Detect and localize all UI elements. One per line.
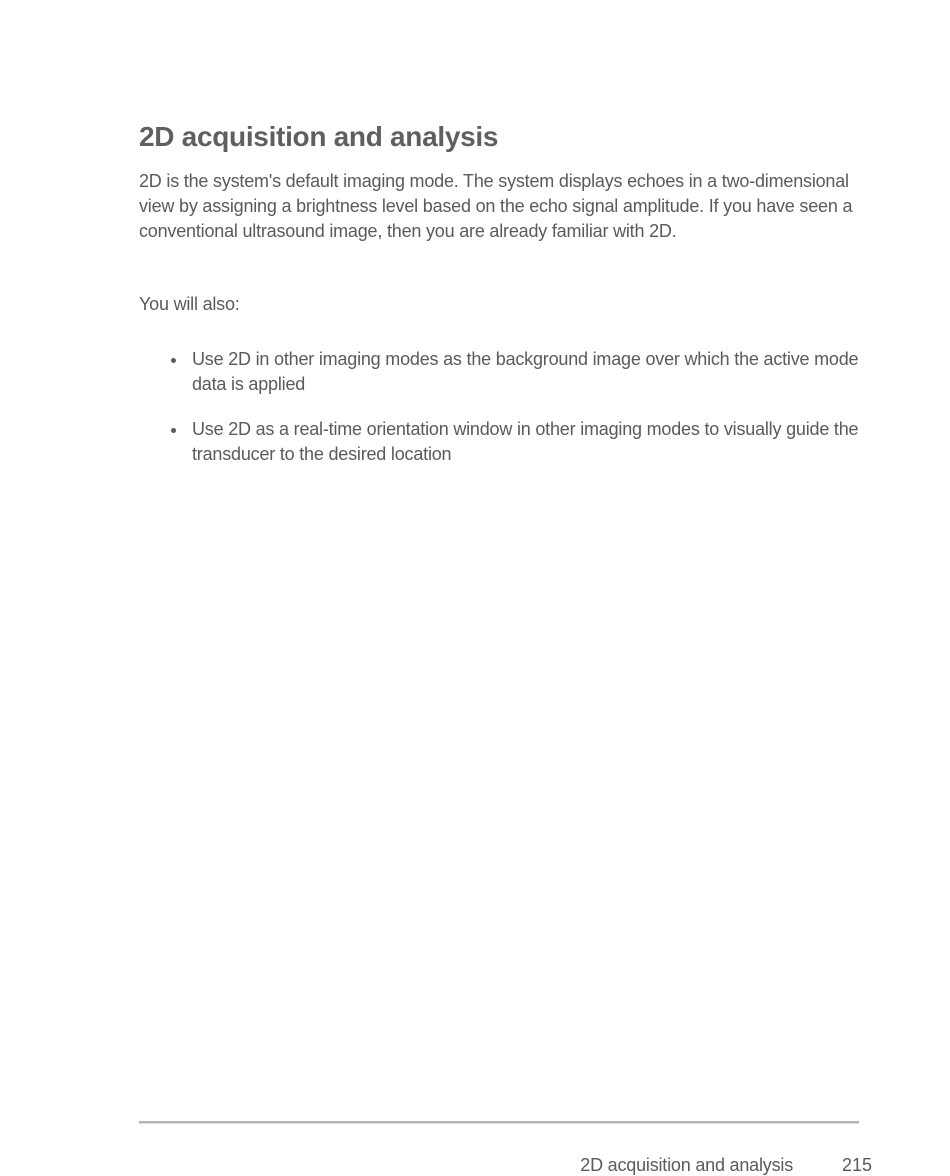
bullet-list (139, 347, 874, 467)
also-label: You will also: (139, 294, 240, 314)
footer-divider (139, 1121, 859, 1124)
bullet-item (139, 347, 874, 397)
bullet-item (139, 417, 874, 467)
bullet-icon (171, 428, 176, 433)
intro-paragraph: 2D is the system's default imaging mode. The system displays echoes in a two-dimensional view by assigning a brightness level based on the echo signal amplitude. If you have seen a conventional ultrasound image, then you are already familiar with 2D. (139, 171, 853, 241)
page-number: 215 (841, 1155, 872, 1175)
footer-section-title: 2D acquisition and analysis (580, 1155, 793, 1175)
page-title: 2D acquisition and analysis (139, 121, 499, 152)
bullet-text: Use 2D as a real-time orientation window in other imaging modes to visually guide the transducer to the desired location (192, 419, 859, 464)
bullet-text: Use 2D in other imaging modes as the background image over which the active mode data is applied (192, 349, 859, 394)
bullet-icon (171, 358, 176, 363)
